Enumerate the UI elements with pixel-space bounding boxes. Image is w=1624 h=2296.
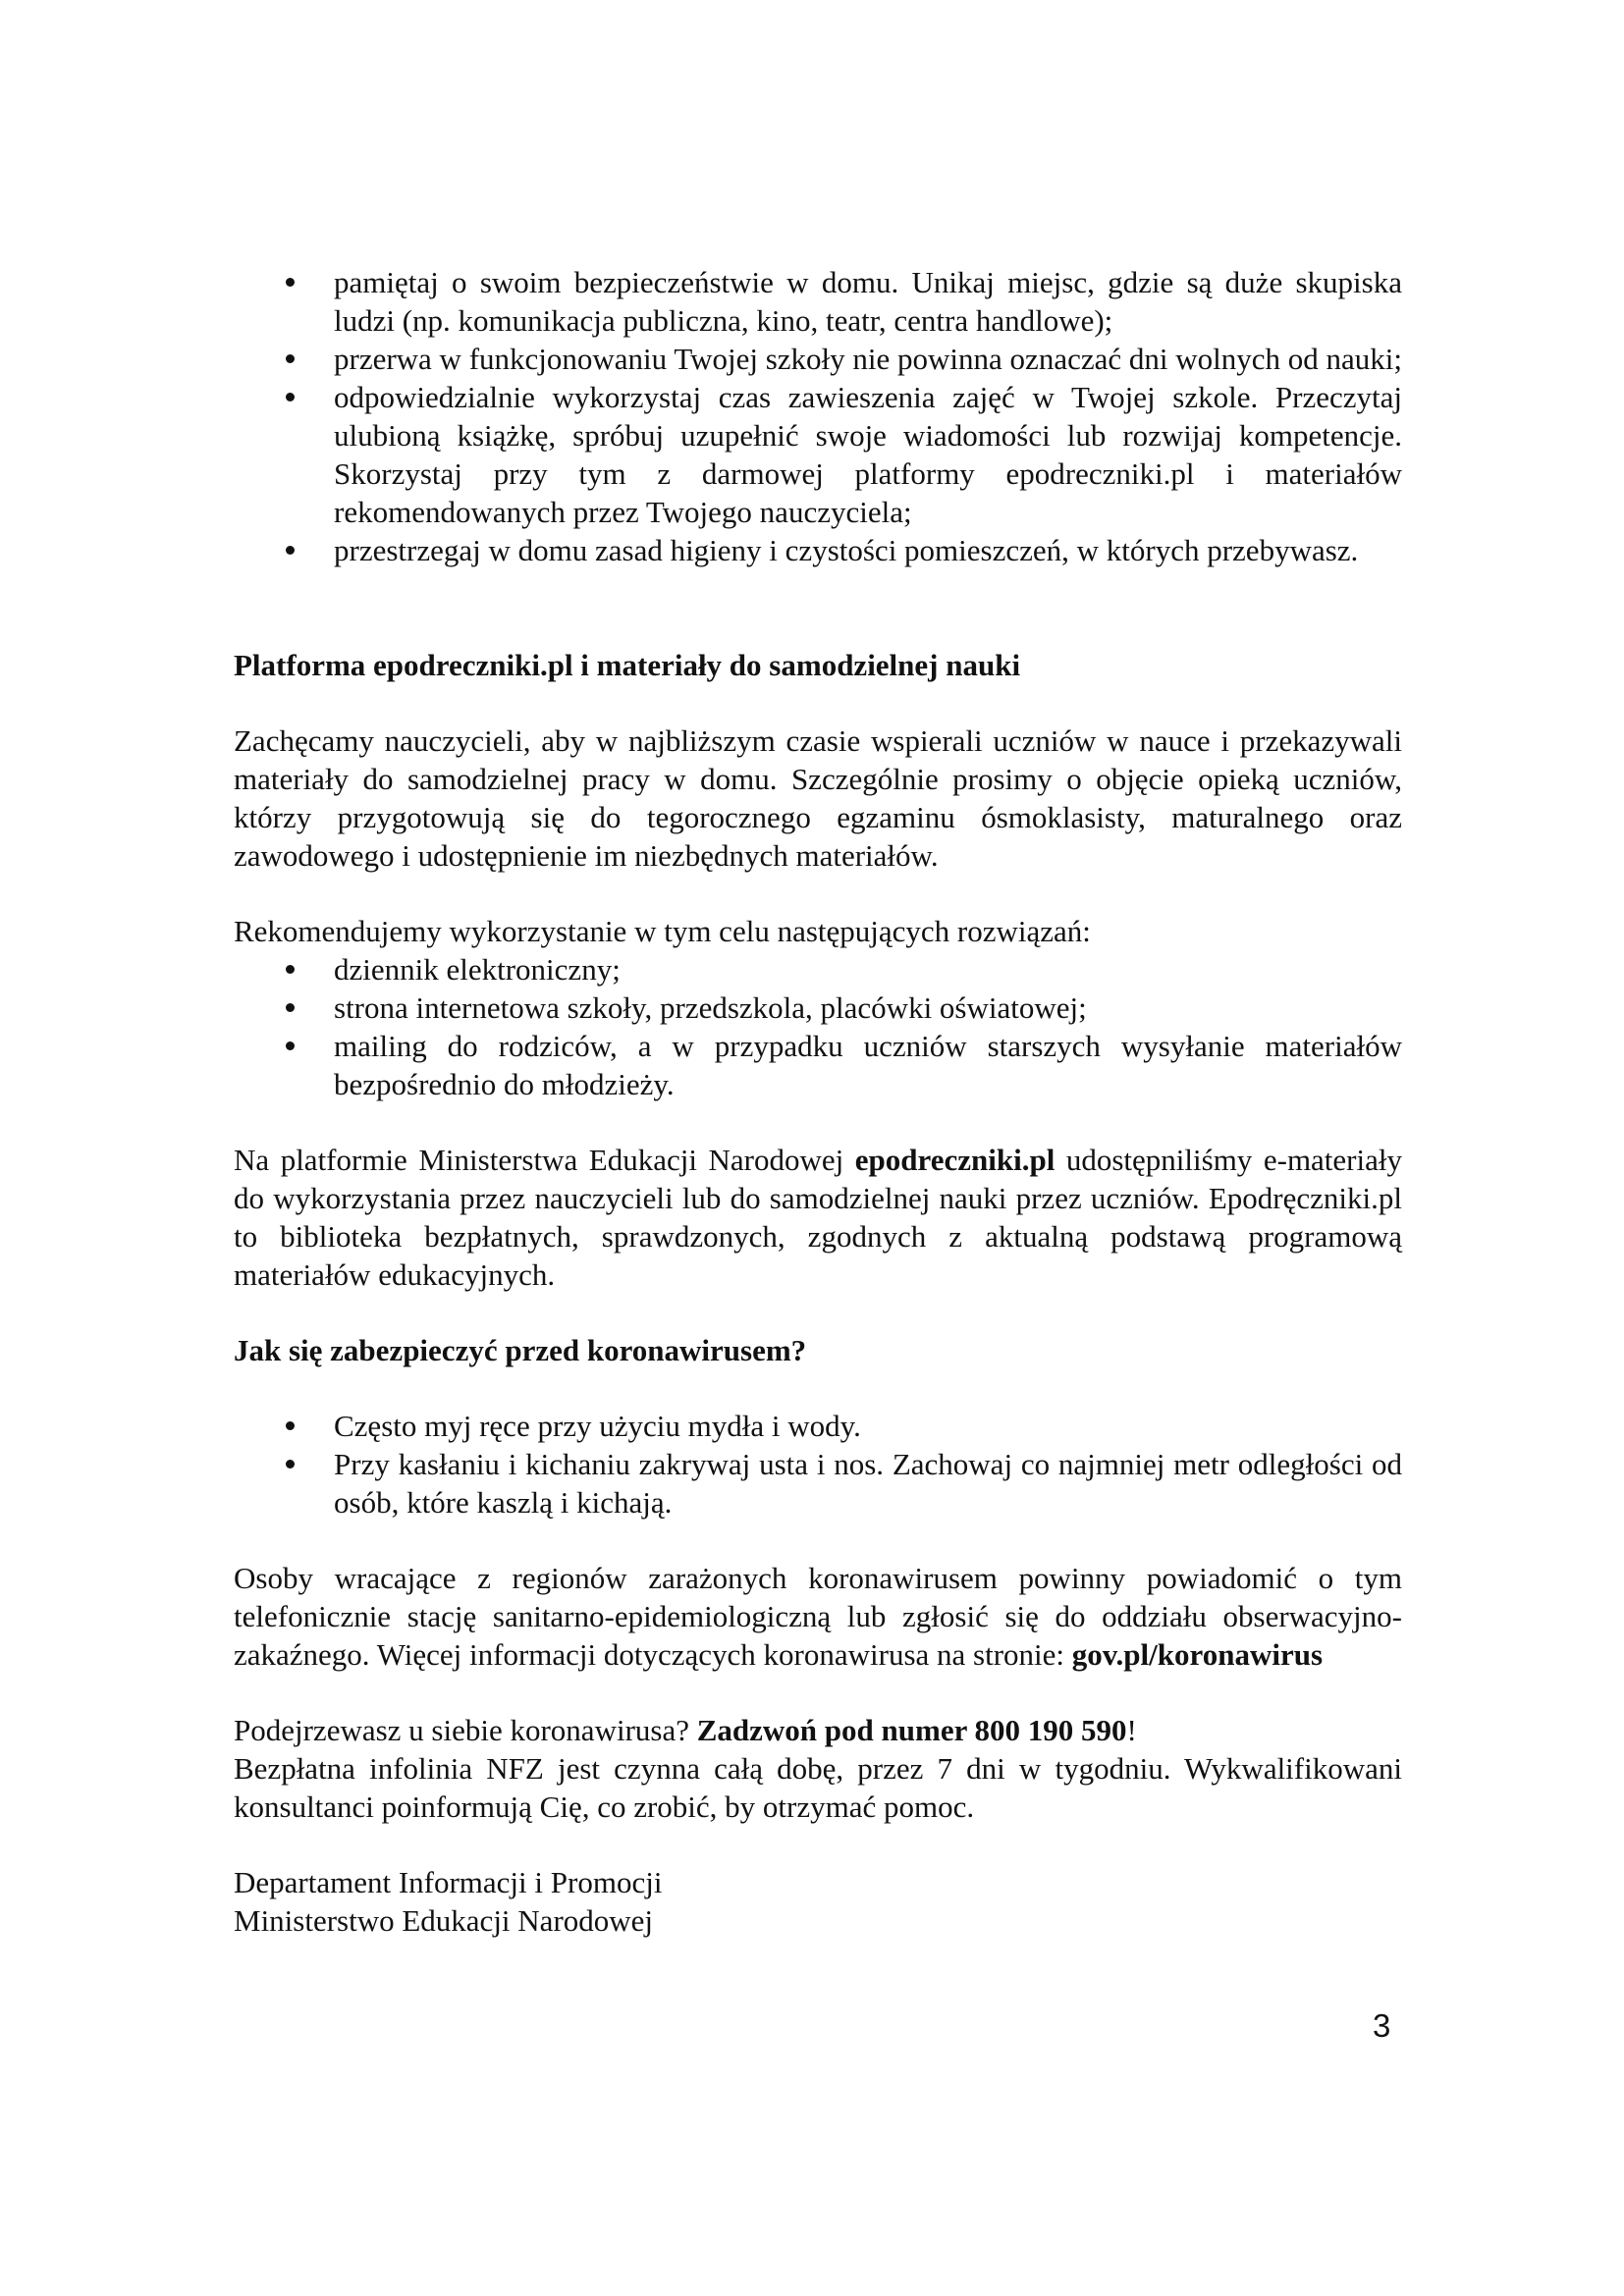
signature-ministry: Ministerstwo Edukacji Narodowej xyxy=(234,1903,654,1938)
helpline-paragraph xyxy=(234,1711,1402,1826)
protection-tips-list xyxy=(234,1407,1402,1522)
list-item xyxy=(234,340,1402,378)
signature-department: Departament Informacji i Promocji xyxy=(234,1865,663,1899)
list-item xyxy=(234,263,1402,340)
bullet-icon xyxy=(286,393,295,401)
gov-koronawirus-link[interactable]: gov.pl/koronawirus xyxy=(1071,1637,1324,1672)
bullet-icon xyxy=(286,1041,295,1050)
list-item-text: strona internetowa szkoły, przedszkola, placówki oświatowej; xyxy=(334,990,1087,1025)
platform-info-paragraph xyxy=(234,1141,1402,1294)
section-heading-protect: Jak się zabezpieczyć przed koronawirusem? xyxy=(234,1333,807,1367)
list-item xyxy=(234,988,1402,1027)
returning-travelers-paragraph xyxy=(234,1559,1402,1674)
bullet-icon xyxy=(286,1003,295,1012)
bullet-icon xyxy=(286,1460,295,1468)
platform-info-rest: udostępniliśmy e-materiały do wykorzystania przez nauczycieli lub do samodzielnej nauki przez uczniów. Epodręczniki.pl to biblioteka bezpłatnych, sprawdzonych, zgodnych z aktualną podstawą programową materiałów edukacyjnych. xyxy=(234,1143,1402,1292)
bullet-icon xyxy=(286,546,295,555)
helpline-question: Podejrzewasz u siebie koronawirusa? xyxy=(234,1713,697,1747)
bullet-icon xyxy=(286,354,295,363)
list-item-text: przerwa w funkcjonowaniu Twojej szkoły nie powinna oznaczać dni wolnych od nauki; xyxy=(334,342,1402,376)
list-item-text: przestrzegaj w domu zasad higieny i czystości pomieszczeń, w których przebywasz. xyxy=(334,533,1359,567)
returning-text: Osoby wracające z regionów zarażonych koronawirusem powinny powiadomić o tym telefonicznie stację sanitarno-epidemiologiczną lub zgłosić się do oddziału obserwacyjno-zakaźnego. Więcej informacji dotyczących koronawirusa na stronie: xyxy=(234,1561,1402,1672)
list-item-text: pamiętaj o swoim bezpieczeństwie w domu. Unikaj miejsc, gdzie są duże skupiska ludzi (np. komunikacja publiczna, kino, teatr, centra handlowe); xyxy=(334,265,1402,338)
platform-info-lead: Na platformie Ministerstwa Edukacji Narodowej xyxy=(234,1143,855,1177)
recommend-intro: Rekomendujemy wykorzystanie w tym celu następujących rozwiązań: xyxy=(234,914,1091,948)
list-item xyxy=(234,531,1402,569)
list-item-text: Przy kasłaniu i kichaniu zakrywaj usta i nos. Zachowaj co najmniej metr odległości od osób, które kaszlą i kichają. xyxy=(334,1447,1402,1520)
page-content xyxy=(234,263,1402,1940)
signature-block xyxy=(234,1863,1402,1940)
tools-bullet-list xyxy=(234,950,1402,1103)
list-item xyxy=(234,1027,1402,1103)
bullet-icon xyxy=(286,278,295,287)
bullet-icon xyxy=(286,1421,295,1430)
list-item-text: Często myj ręce przy użyciu mydła i wody. xyxy=(334,1409,861,1443)
safety-bullet-list xyxy=(234,263,1402,569)
helpline-details: Bezpłatna infolinia NFZ jest czynna całą dobę, przez 7 dni w tygodniu. Wykwalifikowani konsultanci poinformują Cię, co zrobić, by otrzymać pomoc. xyxy=(234,1751,1402,1824)
section-heading-platform: Platforma epodreczniki.pl i materiały do samodzielnej nauki xyxy=(234,648,1021,682)
encourage-paragraph: Zachęcamy nauczycieli, aby w najbliższym czasie wspierali uczniów w nauce i przekazywali materiały do samodzielnej pracy w domu. Szczególnie prosimy o objęcie opieką uczniów, którzy przygotowują się do tegorocznego egzaminu ósmoklasisty, maturalnego oraz zawodowego i udostępnienie im niezbędnych materiałów. xyxy=(234,723,1402,873)
list-item-text: odpowiedzialnie wykorzystaj czas zawieszenia zajęć w Twojej szkole. Przeczytaj ulubioną książkę, spróbuj uzupełnić swoje wiadomości lub rozwijaj kompetencje. Skorzystaj przy tym z darmowej platformy epodreczniki.pl i materiałów rekomendowanych przez Twojego nauczyciela; xyxy=(334,380,1402,529)
helpline-number: Zadzwoń pod numer 800 190 590 xyxy=(696,1713,1127,1747)
list-item xyxy=(234,1407,1402,1445)
list-item-text: dziennik elektroniczny; xyxy=(334,952,621,987)
list-item-text: mailing do rodziców, a w przypadku uczniów starszych wysyłanie materiałów bezpośrednio do młodzieży. xyxy=(334,1029,1402,1101)
bullet-icon xyxy=(286,965,295,974)
list-item xyxy=(234,378,1402,531)
list-item xyxy=(234,1445,1402,1522)
helpline-exclaim: ! xyxy=(1126,1713,1137,1747)
epodreczniki-link[interactable]: epodreczniki.pl xyxy=(854,1143,1056,1177)
list-item xyxy=(234,950,1402,988)
page-number: 3 xyxy=(1373,2007,1391,2044)
